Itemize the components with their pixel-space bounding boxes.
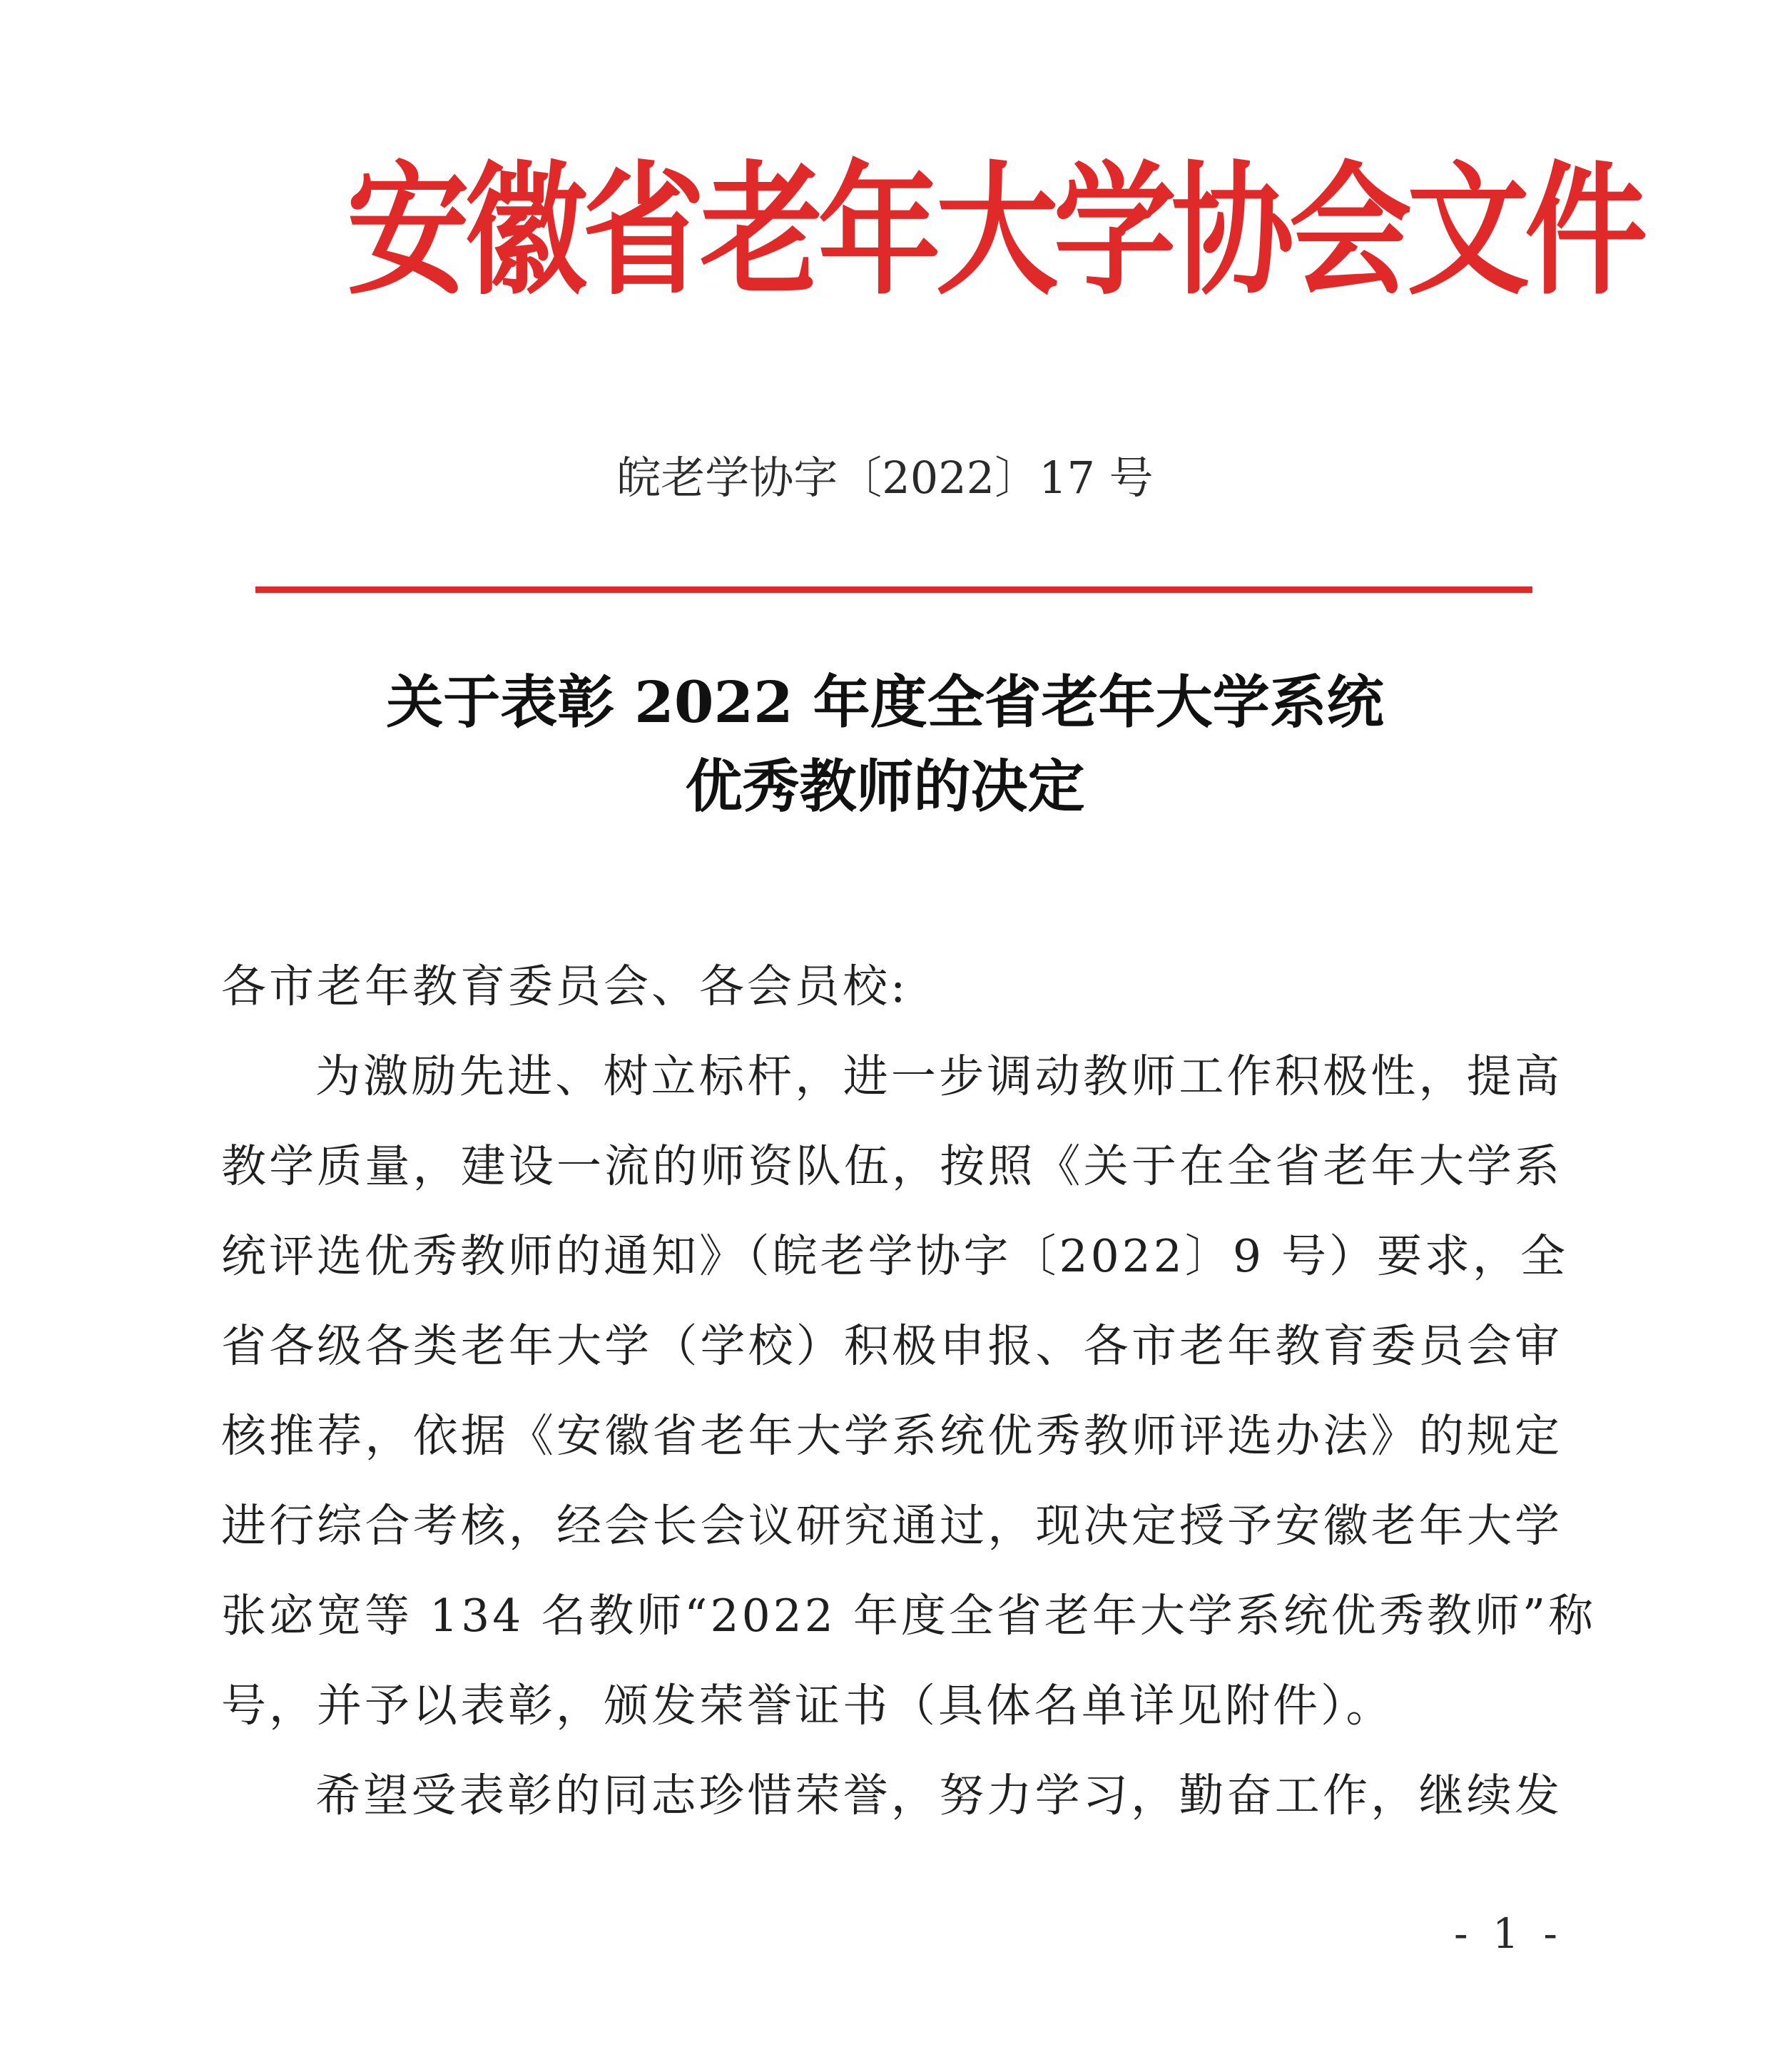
paragraph-1-line: 为激励先进、树立标杆，进一步调动教师工作积极性，提高 xyxy=(315,1050,1562,1102)
document-title xyxy=(0,660,1770,828)
document-number: 皖老学协字〔2022〕17 号 xyxy=(616,452,1154,504)
paragraph-1-line: 进行综合考核，经会长会议研究通过，现决定授予安徽老年大学 xyxy=(221,1500,1562,1552)
paragraph-1-line: 张宓宽等 134 名教师“2022 年度全省老年大学系统优秀教师”称 xyxy=(221,1590,1597,1642)
paragraph-1-line: 统评选优秀教师的通知》（皖老学协字〔2022〕9 号）要求，全 xyxy=(221,1230,1568,1282)
paragraph-1-line: 省各级各类老年大学（学校）积极申报、各市老年教育委员会审 xyxy=(221,1320,1562,1372)
red-divider-line xyxy=(255,586,1532,593)
masthead-title: 安徽省老年大学协会文件 xyxy=(347,148,1643,315)
page-number: - 1 - xyxy=(1454,1909,1563,1958)
title-line-1: 关于表彰 2022 年度全省老年大学系统 xyxy=(386,669,1384,736)
title-line-2: 优秀教师的决定 xyxy=(685,753,1085,820)
paragraph-2-line: 希望受表彰的同志珍惜荣誉，努力学习，勤奋工作，继续发 xyxy=(315,1769,1562,1822)
document-body xyxy=(221,942,1597,1841)
salutation: 各市老年教育委员会、各会员校: xyxy=(221,960,909,1012)
paragraph-1-line: 教学质量，建设一流的师资队伍，按照《关于在全省老年大学系 xyxy=(221,1140,1562,1192)
paragraph-1-line: 核推荐，依据《安徽省老年大学系统优秀教师评选办法》的规定 xyxy=(221,1410,1562,1462)
paragraph-1-line: 号，并予以表彰，颁发荣誉证书（具体名单详见附件）。 xyxy=(221,1680,1394,1732)
